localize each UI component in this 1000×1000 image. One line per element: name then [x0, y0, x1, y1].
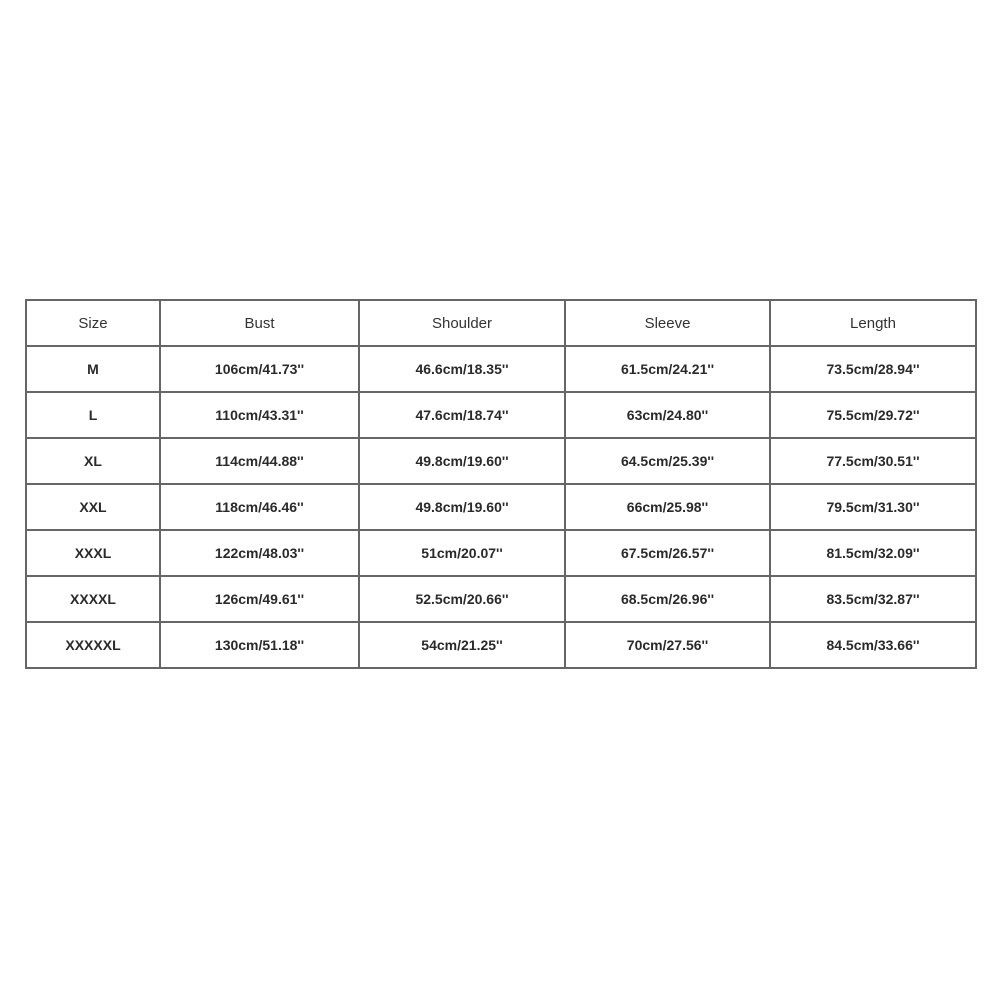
cell-sleeve: 61.5cm/24.21'' [565, 346, 770, 392]
header-length: Length [770, 300, 976, 346]
cell-length: 73.5cm/28.94'' [770, 346, 976, 392]
cell-shoulder: 46.6cm/18.35'' [359, 346, 565, 392]
cell-bust: 118cm/46.46'' [160, 484, 359, 530]
table-row [26, 346, 976, 392]
cell-sleeve: 63cm/24.80'' [565, 392, 770, 438]
cell-length: 81.5cm/32.09'' [770, 530, 976, 576]
cell-length: 83.5cm/32.87'' [770, 576, 976, 622]
cell-shoulder: 54cm/21.25'' [359, 622, 565, 668]
table-row [26, 484, 976, 530]
cell-shoulder: 49.8cm/19.60'' [359, 484, 565, 530]
cell-size: L [26, 392, 160, 438]
cell-shoulder: 51cm/20.07'' [359, 530, 565, 576]
cell-length: 84.5cm/33.66'' [770, 622, 976, 668]
cell-bust: 114cm/44.88'' [160, 438, 359, 484]
table-row [26, 438, 976, 484]
cell-size: XXXXXL [26, 622, 160, 668]
cell-bust: 130cm/51.18'' [160, 622, 359, 668]
cell-length: 79.5cm/31.30'' [770, 484, 976, 530]
cell-size: XXXXL [26, 576, 160, 622]
cell-bust: 110cm/43.31'' [160, 392, 359, 438]
cell-size: XXXL [26, 530, 160, 576]
table-row [26, 530, 976, 576]
table-row [26, 392, 976, 438]
cell-sleeve: 66cm/25.98'' [565, 484, 770, 530]
cell-bust: 106cm/41.73'' [160, 346, 359, 392]
header-shoulder: Shoulder [359, 300, 565, 346]
table-header-row [26, 300, 976, 346]
cell-sleeve: 64.5cm/25.39'' [565, 438, 770, 484]
cell-size: XL [26, 438, 160, 484]
cell-shoulder: 49.8cm/19.60'' [359, 438, 565, 484]
header-sleeve: Sleeve [565, 300, 770, 346]
table-row [26, 576, 976, 622]
cell-length: 75.5cm/29.72'' [770, 392, 976, 438]
cell-bust: 126cm/49.61'' [160, 576, 359, 622]
cell-shoulder: 47.6cm/18.74'' [359, 392, 565, 438]
cell-sleeve: 67.5cm/26.57'' [565, 530, 770, 576]
header-bust: Bust [160, 300, 359, 346]
header-size: Size [26, 300, 160, 346]
size-chart-table [25, 299, 977, 669]
cell-shoulder: 52.5cm/20.66'' [359, 576, 565, 622]
table-row [26, 622, 976, 668]
cell-length: 77.5cm/30.51'' [770, 438, 976, 484]
cell-size: M [26, 346, 160, 392]
cell-bust: 122cm/48.03'' [160, 530, 359, 576]
cell-size: XXL [26, 484, 160, 530]
cell-sleeve: 68.5cm/26.96'' [565, 576, 770, 622]
cell-sleeve: 70cm/27.56'' [565, 622, 770, 668]
